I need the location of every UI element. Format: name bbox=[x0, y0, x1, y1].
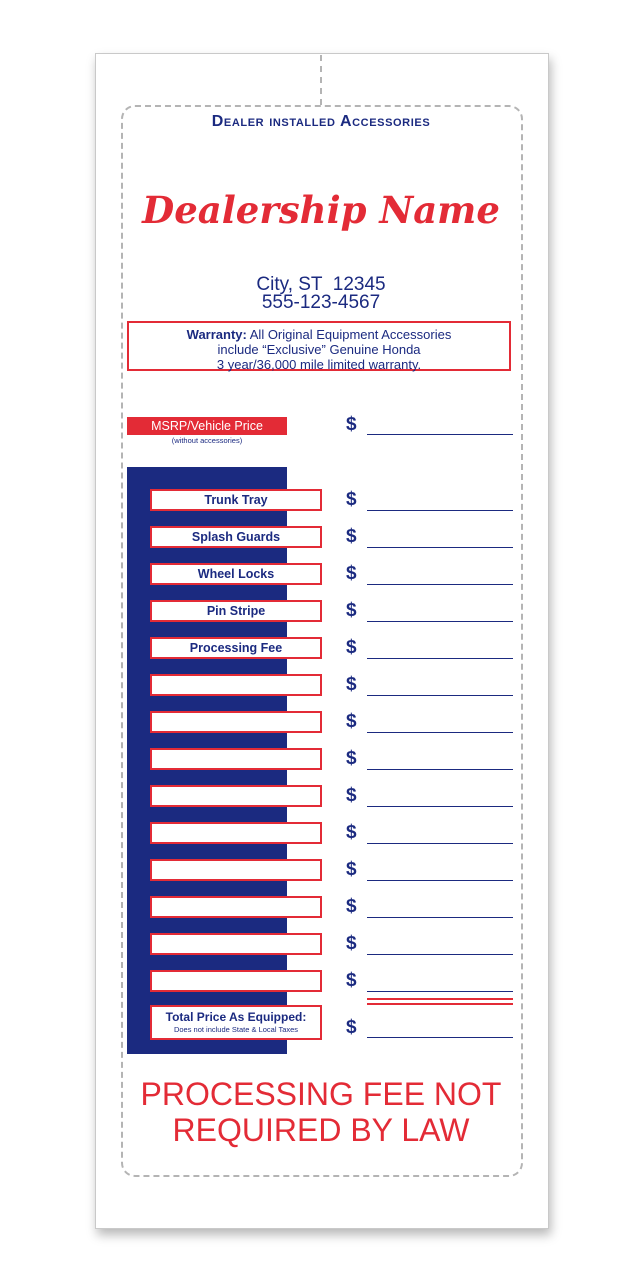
accessory-dollar-sign: $ bbox=[346, 489, 357, 510]
accessory-dollar-sign: $ bbox=[346, 637, 357, 658]
accessory-price-line[interactable] bbox=[367, 991, 513, 992]
accessory-item-box[interactable] bbox=[150, 711, 322, 733]
total-sublabel: Does not include State & Local Taxes bbox=[173, 1025, 299, 1034]
accessory-dollar-sign: $ bbox=[346, 674, 357, 695]
accessory-price-line[interactable] bbox=[367, 547, 513, 548]
accessory-dollar-sign: $ bbox=[346, 933, 357, 954]
perforation-line bbox=[320, 55, 322, 105]
header-title: Dealer installed Accessories bbox=[211, 113, 431, 130]
total-label: Total Price As Equipped: bbox=[165, 1010, 307, 1024]
total-double-rule bbox=[367, 998, 513, 1005]
notice-line1: PROCESSING FEE NOT bbox=[140, 1076, 502, 1112]
accessory-item-box[interactable] bbox=[150, 859, 322, 881]
accessory-item-box[interactable]: Splash Guards bbox=[150, 526, 322, 548]
warranty-box bbox=[127, 321, 511, 371]
accessory-dollar-sign: $ bbox=[346, 748, 357, 769]
accessory-price-line[interactable] bbox=[367, 621, 513, 622]
accessory-item-box[interactable] bbox=[150, 896, 322, 918]
accessory-price-line[interactable] bbox=[367, 880, 513, 881]
notice-line2: REQUIRED BY LAW bbox=[172, 1112, 470, 1148]
phone-number: 555-123-4567 bbox=[261, 292, 381, 313]
accessory-dollar-sign: $ bbox=[346, 563, 357, 584]
msrp-dollar-sign: $ bbox=[346, 414, 357, 435]
accessory-item-box[interactable]: Wheel Locks bbox=[150, 563, 322, 585]
accessory-price-line[interactable] bbox=[367, 806, 513, 807]
total-price-line[interactable] bbox=[367, 1037, 513, 1038]
msrp-price-line[interactable] bbox=[367, 434, 513, 435]
accessory-price-line[interactable] bbox=[367, 769, 513, 770]
accessory-item-box[interactable] bbox=[150, 822, 322, 844]
total-price-box bbox=[150, 1005, 322, 1040]
accessory-dollar-sign: $ bbox=[346, 711, 357, 732]
dealership-name: Dealership Name bbox=[142, 188, 500, 232]
accessory-price-line[interactable] bbox=[367, 510, 513, 511]
accessory-item-box[interactable] bbox=[150, 933, 322, 955]
accessory-price-line[interactable] bbox=[367, 843, 513, 844]
city-state-zip: City, ST 12345 bbox=[256, 274, 386, 295]
msrp-label: MSRP/Vehicle Price bbox=[127, 417, 287, 435]
accessory-dollar-sign: $ bbox=[346, 822, 357, 843]
accessory-dollar-sign: $ bbox=[346, 785, 357, 806]
warranty-label: Warranty: bbox=[186, 327, 247, 342]
accessory-item-box[interactable] bbox=[150, 785, 322, 807]
accessory-item-box[interactable] bbox=[150, 674, 322, 696]
accessory-price-line[interactable] bbox=[367, 917, 513, 918]
accessory-dollar-sign: $ bbox=[346, 526, 357, 547]
msrp-sublabel: (without accessories) bbox=[171, 436, 243, 445]
total-dollar-sign: $ bbox=[346, 1017, 357, 1038]
accessory-price-line[interactable] bbox=[367, 658, 513, 659]
accessory-item-box[interactable]: Pin Stripe bbox=[150, 600, 322, 622]
accessory-dollar-sign: $ bbox=[346, 859, 357, 880]
accessory-item-box[interactable]: Processing Fee bbox=[150, 637, 322, 659]
processing-fee-notice bbox=[121, 1076, 521, 1148]
accessory-dollar-sign: $ bbox=[346, 600, 357, 621]
warranty-line1: All Original Equipment Accessories bbox=[246, 327, 452, 342]
warranty-line3: 3 year/36,000 mile limited warranty. bbox=[216, 357, 422, 372]
warranty-line2: include “Exclusive” Genuine Honda bbox=[217, 342, 421, 357]
accessory-price-line[interactable] bbox=[367, 695, 513, 696]
accessory-price-line[interactable] bbox=[367, 584, 513, 585]
accessory-price-line[interactable] bbox=[367, 954, 513, 955]
accessory-item-box[interactable] bbox=[150, 748, 322, 770]
accessory-dollar-sign: $ bbox=[346, 896, 357, 917]
accessory-price-line[interactable] bbox=[367, 732, 513, 733]
accessory-item-box[interactable] bbox=[150, 970, 322, 992]
accessory-item-box[interactable]: Trunk Tray bbox=[150, 489, 322, 511]
accessory-dollar-sign: $ bbox=[346, 970, 357, 991]
